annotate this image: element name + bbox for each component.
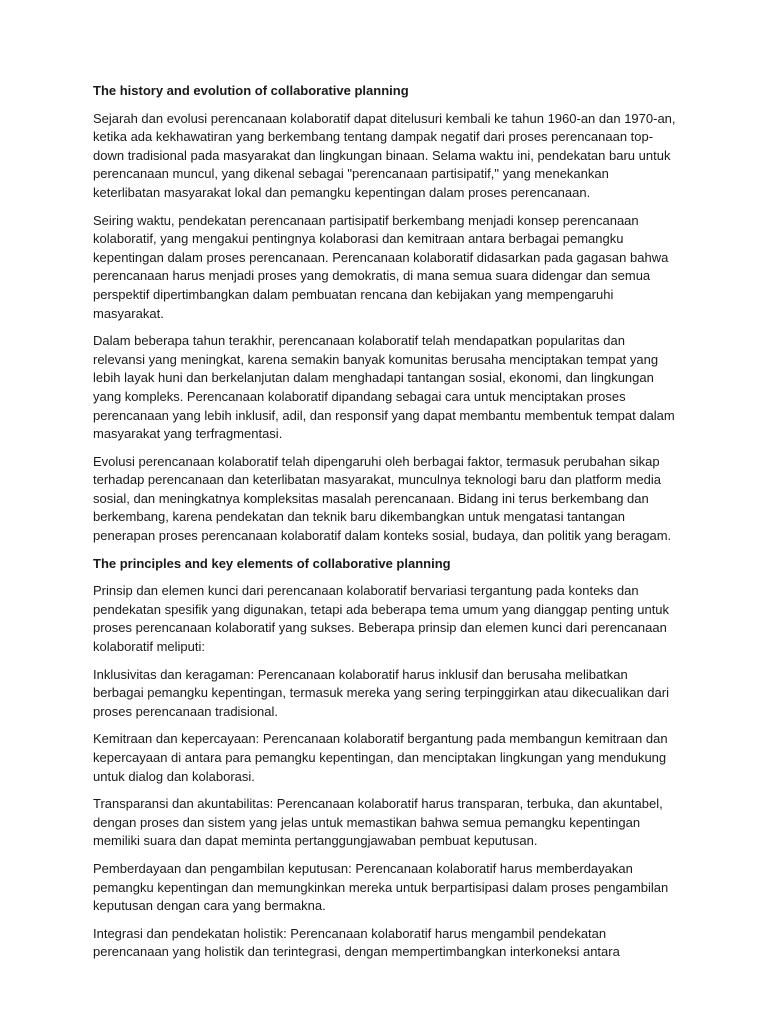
paragraph: Inklusivitas dan keragaman: Perencanaan kolaboratif harus inklusif dan berusaha melibatkan berbagai pemangku kepentingan, termasuk mereka yang sering terpinggirkan atau dikecualikan dari proses perencanaan tradisional. bbox=[93, 666, 669, 719]
document-page bbox=[93, 82, 678, 971]
paragraph: Evolusi perencanaan kolaboratif telah dipengaruhi oleh berbagai faktor, termasuk perubahan sikap terhadap perencanaan dan keterlibatan masyarakat, munculnya teknologi baru dan platform media sosial, dan meningkatnya kompleksitas masalah perencanaan. Bidang ini terus berkembang dan berkembang, karena pendekatan dan teknik baru dikembangkan untuk mengatasi tantangan penerapan proses perencanaan kolaboratif dalam konteks sosial, budaya, dan politik yang beragam. bbox=[93, 453, 672, 544]
paragraph: Pemberdayaan dan pengambilan keputusan: Perencanaan kolaboratif harus memberdayakan pemangku kepentingan dan memungkinkan mereka untuk berpartisipasi dalam proses pengambilan keputusan dengan cara yang bermakna. bbox=[93, 860, 669, 914]
section-heading-history: The history and evolution of collaborative planning bbox=[93, 83, 409, 98]
paragraph: Dalam beberapa tahun terakhir, perencanaan kolaboratif telah mendapatkan popularitas dan relevansi yang meningkat, karena semakin banyak komunitas berusaha menciptakan tempat yang lebih layak huni dan berkelanjutan dalam menghadapi tantangan sosial, ekonomi, dan lingkungan yang kompleks. Perencanaan kolaboratif dipandang sebagai cara untuk menciptakan proses perencanaan yang lebih inklusif, adil, dan responsif yang dapat membantu membentuk tempat dalam masyarakat yang terfragmentasi. bbox=[93, 333, 675, 442]
paragraph: Kemitraan dan kepercayaan: Perencanaan kolaboratif bergantung pada membangun kemitraan dan kepercayaan di antara para pemangku kepentingan, dan menciptakan lingkungan yang mendukung untuk dialog dan kolaborasi. bbox=[93, 731, 668, 784]
section-heading-principles: The principles and key elements of collaborative planning bbox=[93, 555, 451, 571]
paragraph: Sejarah dan evolusi perencanaan kolaboratif dapat ditelusuri kembali ke tahun 1960-an dan 1970-an, ketika ada kekhawatiran yang berkembang tentang dampak negatif dari proses perencanaan top-down tradisional pada masyarakat dan lingkungan binaan. Selama waktu ini, pendekatan baru untuk perencanaan muncul, yang dikenal sebagai "perencanaan partisipatif," yang menekankan keterlibatan masyarakat lokal dan pemangku kepentingan dalam proses perencanaan. bbox=[93, 110, 676, 200]
paragraph: Prinsip dan elemen kunci dari perencanaan kolaboratif bervariasi tergantung pada konteks dan pendekatan spesifik yang digunakan, tetapi ada beberapa tema umum yang dianggap penting untuk proses perencanaan kolaboratif yang sukses. Beberapa prinsip dan elemen kunci dari perencanaan kolaboratif meliputi: bbox=[93, 583, 670, 655]
paragraph: Transparansi dan akuntabilitas: Perencanaan kolaboratif harus transparan, terbuka, dan akuntabel, dengan proses dan sistem yang jelas untuk memastikan bahwa semua pemangku kepentingan memiliki suara dan dapat meminta pertanggungjawaban pembuat keputusan. bbox=[93, 796, 663, 849]
paragraph: Seiring waktu, pendekatan perencanaan partisipatif berkembang menjadi konsep perencanaan kolaboratif, yang mengakui pentingnya kolaborasi dan kemitraan antara berbagai pemangku kepentingan dalam proses perencanaan. Perencanaan kolaboratif didasarkan pada gagasan bahwa perencanaan harus menjadi proses yang demokratis, di mana semua suara didengar dan semua perspektif dipertimbangkan dalam pembuatan rencana dan kebijakan yang mempengaruhi masyarakat. bbox=[93, 212, 669, 321]
paragraph: Integrasi dan pendekatan holistik: Perencanaan kolaboratif harus mengambil pendekatan perencanaan yang holistik dan terintegrasi, dengan mempertimbangkan interkoneksi antara bbox=[93, 925, 620, 960]
